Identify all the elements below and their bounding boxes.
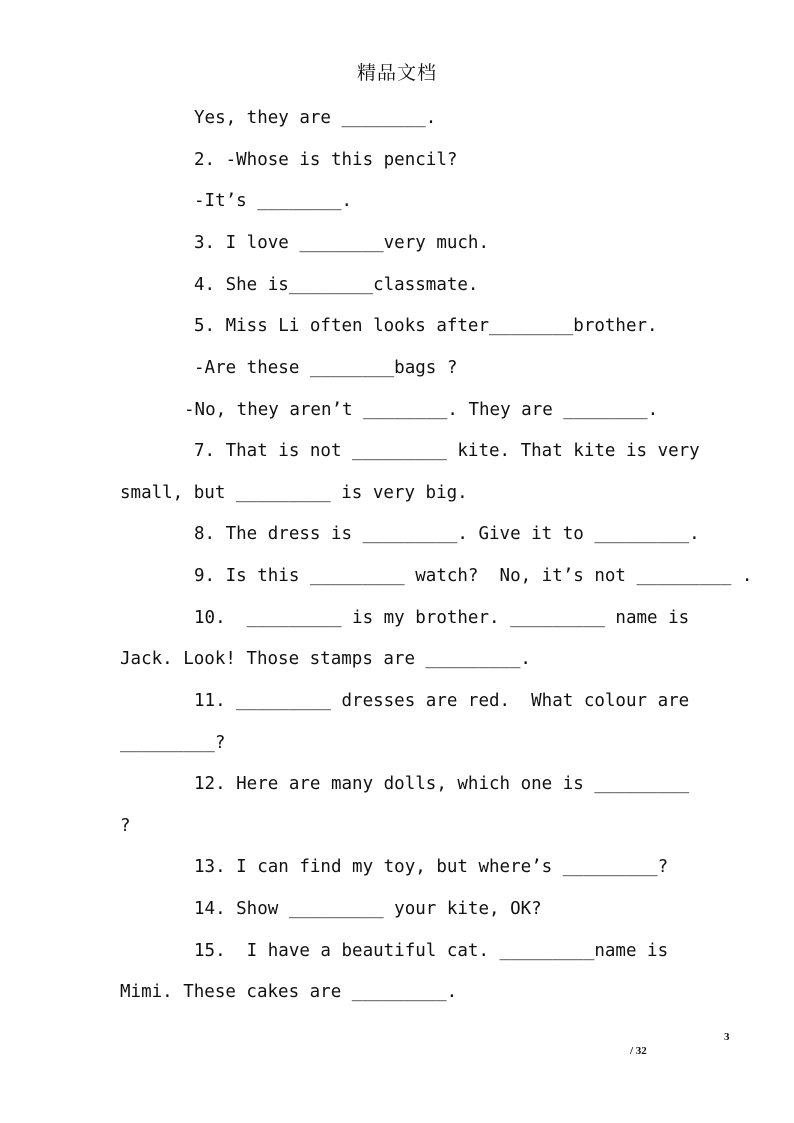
- page-number: 3: [724, 1031, 730, 1043]
- exercise-line: 9. Is this _________ watch? No, it’s not _________ .: [194, 566, 753, 586]
- exercise-line: 2. -Whose is this pencil?: [194, 150, 458, 170]
- exercise-line: small, but _________ is very big.: [120, 483, 468, 503]
- exercise-line: 3. I love ________very much.: [194, 233, 490, 253]
- exercise-line: 8. The dress is _________. Give it to _________.: [194, 524, 700, 544]
- exercise-line: -No, they aren’t ________. They are ________.: [184, 400, 659, 420]
- exercise-line: Jack. Look! Those stamps are _________.: [120, 649, 531, 669]
- exercise-line: ?: [120, 816, 131, 836]
- exercise-line: -Are these ________bags ?: [194, 358, 458, 378]
- exercise-line: 10. _________ is my brother. _________ name is: [194, 608, 690, 628]
- exercise-line: -It’s ________.: [194, 191, 353, 211]
- exercise-line: 7. That is not _________ kite. That kite is very: [194, 441, 700, 461]
- exercise-line: 11. _________ dresses are red. What colour are: [194, 691, 690, 711]
- page-header-title: 精品文档: [356, 62, 437, 84]
- exercise-line: 12. Here are many dolls, which one is _________: [194, 774, 690, 794]
- exercise-line: Yes, they are ________.: [194, 108, 437, 128]
- exercise-line: Mimi. These cakes are _________.: [120, 982, 458, 1002]
- exercise-line: 15. I have a beautiful cat. _________name is: [194, 941, 669, 961]
- page-total: / 32: [630, 1045, 647, 1057]
- exercise-line: _________?: [120, 733, 226, 753]
- exercise-line: 14. Show _________ your kite, OK?: [194, 899, 542, 919]
- exercise-line: 4. She is________classmate.: [194, 275, 479, 295]
- exercise-line: 13. I can find my toy, but where’s _________?: [194, 857, 669, 877]
- exercise-line: 5. Miss Li often looks after________brother.: [194, 316, 658, 336]
